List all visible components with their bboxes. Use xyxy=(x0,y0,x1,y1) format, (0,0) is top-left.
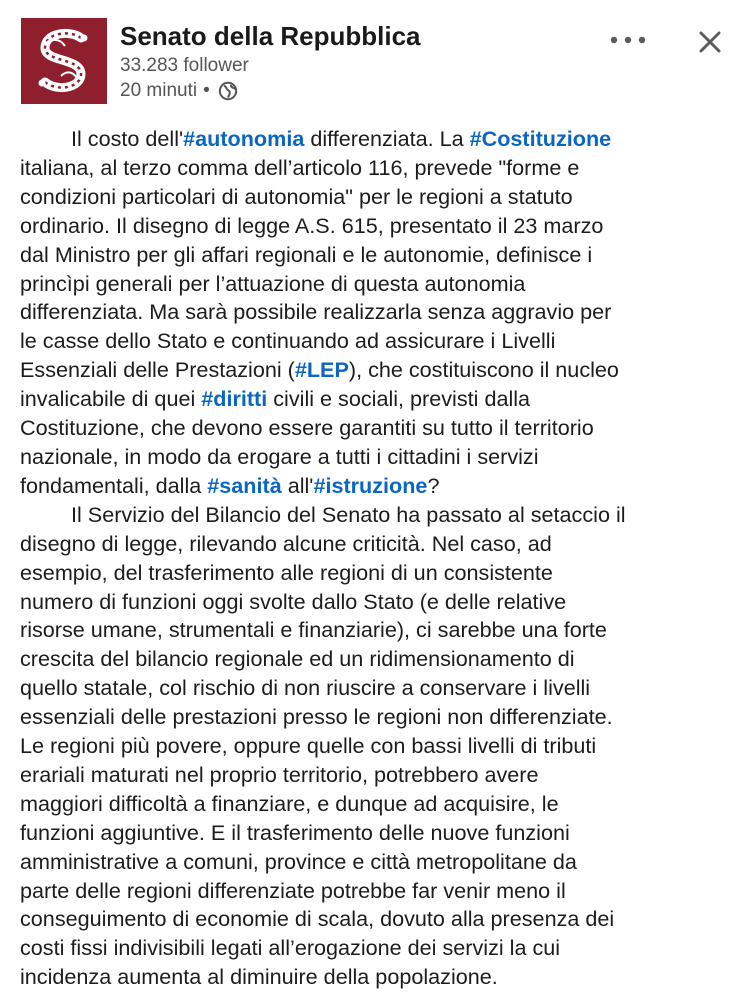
text-segment: all' xyxy=(281,472,314,498)
text-segment: nazionale, in modo da erogare a tutti i cittadini i servizi xyxy=(20,443,539,469)
text-segment: costi fissi indivisibili legati all’erogazione dei servizi la cui xyxy=(20,935,561,961)
text-line xyxy=(20,559,735,588)
text-segment: civili e sociali, previsti dalla xyxy=(267,386,531,412)
close-button[interactable] xyxy=(692,24,728,60)
text-line xyxy=(20,732,735,761)
text-segment: condizioni particolari di autonomia" per le regioni a statuto xyxy=(20,183,573,209)
hashtag-link[interactable]: #Costituzione xyxy=(469,126,612,151)
text-segment: princìpi generali per l’attuazione di questa autonomia xyxy=(20,270,526,296)
text-line xyxy=(20,905,735,934)
hashtag-link[interactable]: #sanità xyxy=(207,472,282,498)
text-segment: Essenziali delle Prestazioni ( xyxy=(20,357,295,383)
text-line xyxy=(20,934,735,963)
text-line xyxy=(20,414,735,443)
text-segment: Le regioni più povere, oppure quelle con bassi livelli di tributi xyxy=(20,733,597,759)
text-line xyxy=(20,385,735,414)
hashtag-link[interactable]: #istruzione xyxy=(313,472,428,498)
text-segment: Il costo dell' xyxy=(71,126,184,151)
text-segment: dal Ministro per gli affari regionali e le autonomie, definisce i xyxy=(20,241,593,267)
hashtag-link[interactable]: #diritti xyxy=(201,386,268,412)
text-segment: amministrative a comuni, province e città metropolitane da xyxy=(20,848,577,874)
paragraph-1 xyxy=(20,125,735,501)
text-segment: fondamentali, dalla xyxy=(20,472,208,498)
text-segment: Il Servizio del Bilancio del Senato ha passato al setaccio il xyxy=(71,501,626,527)
text-line xyxy=(20,270,735,299)
text-line xyxy=(20,356,735,385)
text-line xyxy=(20,848,735,877)
text-line xyxy=(20,298,735,327)
text-segment: funzioni aggiuntive. E il trasferimento delle nuove funzioni xyxy=(20,819,570,845)
text-line xyxy=(20,241,735,270)
text-line xyxy=(20,616,735,645)
org-name[interactable]: Senato della Repubblica xyxy=(120,21,421,51)
text-line xyxy=(20,790,735,819)
more-horizontal-icon xyxy=(606,26,650,54)
text-segment: le casse dello Stato e continuando ad assicurare i Livelli xyxy=(20,328,556,354)
text-segment: maggiori difficoltà a finanziare, e dunque ad acquisire, le xyxy=(20,790,559,816)
text-line xyxy=(20,154,735,183)
text-line xyxy=(20,703,735,732)
text-segment: crescita del bilancio regionale ed un ridimensionamento di xyxy=(20,646,575,672)
text-line xyxy=(20,877,735,906)
text-line xyxy=(20,963,735,992)
text-line xyxy=(20,125,735,154)
text-segment: esempio, del trasferimento alle regioni di un consistente xyxy=(20,559,553,585)
hashtag-link[interactable]: #autonomia xyxy=(183,126,305,151)
text-line xyxy=(20,501,735,530)
text-line xyxy=(20,443,735,472)
text-segment: risorse umane, strumentali e finanziarie), ci sarebbe una forte xyxy=(20,617,607,643)
text-segment: essenziali delle prestazioni presso le regioni non differenziate. xyxy=(20,704,613,730)
paragraph-2 xyxy=(20,501,735,992)
meta-separator: • xyxy=(203,80,210,101)
text-segment: erariali maturati nel proprio territorio, potrebbero avere xyxy=(20,761,539,787)
text-segment: incidenza aumenta al diminuire della popolazione. xyxy=(20,964,498,990)
post-time: 20 minuti xyxy=(120,80,198,101)
text-segment: invalicabile di quei xyxy=(20,386,202,412)
text-segment: parte delle regioni differenziate potrebbe far venir meno il xyxy=(20,877,566,903)
text-line xyxy=(20,212,735,241)
text-line xyxy=(20,530,735,559)
hashtag-link[interactable]: #LEP xyxy=(294,357,349,383)
text-line xyxy=(20,183,735,212)
text-segment: quello statale, col rischio di non riuscire a conservare i livelli xyxy=(20,675,591,701)
text-segment: differenziata. Ma sarà possibile realizzarla senza aggravio per xyxy=(20,299,612,325)
text-line xyxy=(20,819,735,848)
text-line xyxy=(20,674,735,703)
post-text xyxy=(20,125,735,992)
text-line xyxy=(20,472,735,501)
text-segment: ), che costituiscono il nucleo xyxy=(348,357,619,383)
text-segment: numero di funzioni oggi svolte dallo Stato (e delle relative xyxy=(20,588,567,614)
text-segment: ? xyxy=(427,472,440,498)
text-segment: Costituzione, che devono essere garantiti su tutto il territorio xyxy=(20,415,594,441)
more-options-button[interactable] xyxy=(606,26,650,54)
close-icon xyxy=(692,24,728,60)
senato-logo-icon[interactable] xyxy=(21,18,107,104)
text-segment: conseguimento di economie di scala, dovuto alla presenza dei xyxy=(20,906,615,932)
text-line xyxy=(20,327,735,356)
post-header xyxy=(0,0,750,112)
globe-icon xyxy=(218,81,238,101)
post-meta xyxy=(120,79,238,103)
text-line xyxy=(20,761,735,790)
text-segment: italiana, al terzo comma dell’articolo 116, prevede "forme e xyxy=(20,154,580,180)
text-segment: differenziata. La xyxy=(304,126,470,151)
text-line xyxy=(20,645,735,674)
follower-count: 33.283 follower xyxy=(120,55,249,76)
text-segment: ordinario. Il disegno di legge A.S. 615, presentato il 23 marzo xyxy=(20,212,604,238)
text-segment: disegno di legge, rilevando alcune criticità. Nel caso, ad xyxy=(20,530,552,556)
text-line xyxy=(20,588,735,617)
